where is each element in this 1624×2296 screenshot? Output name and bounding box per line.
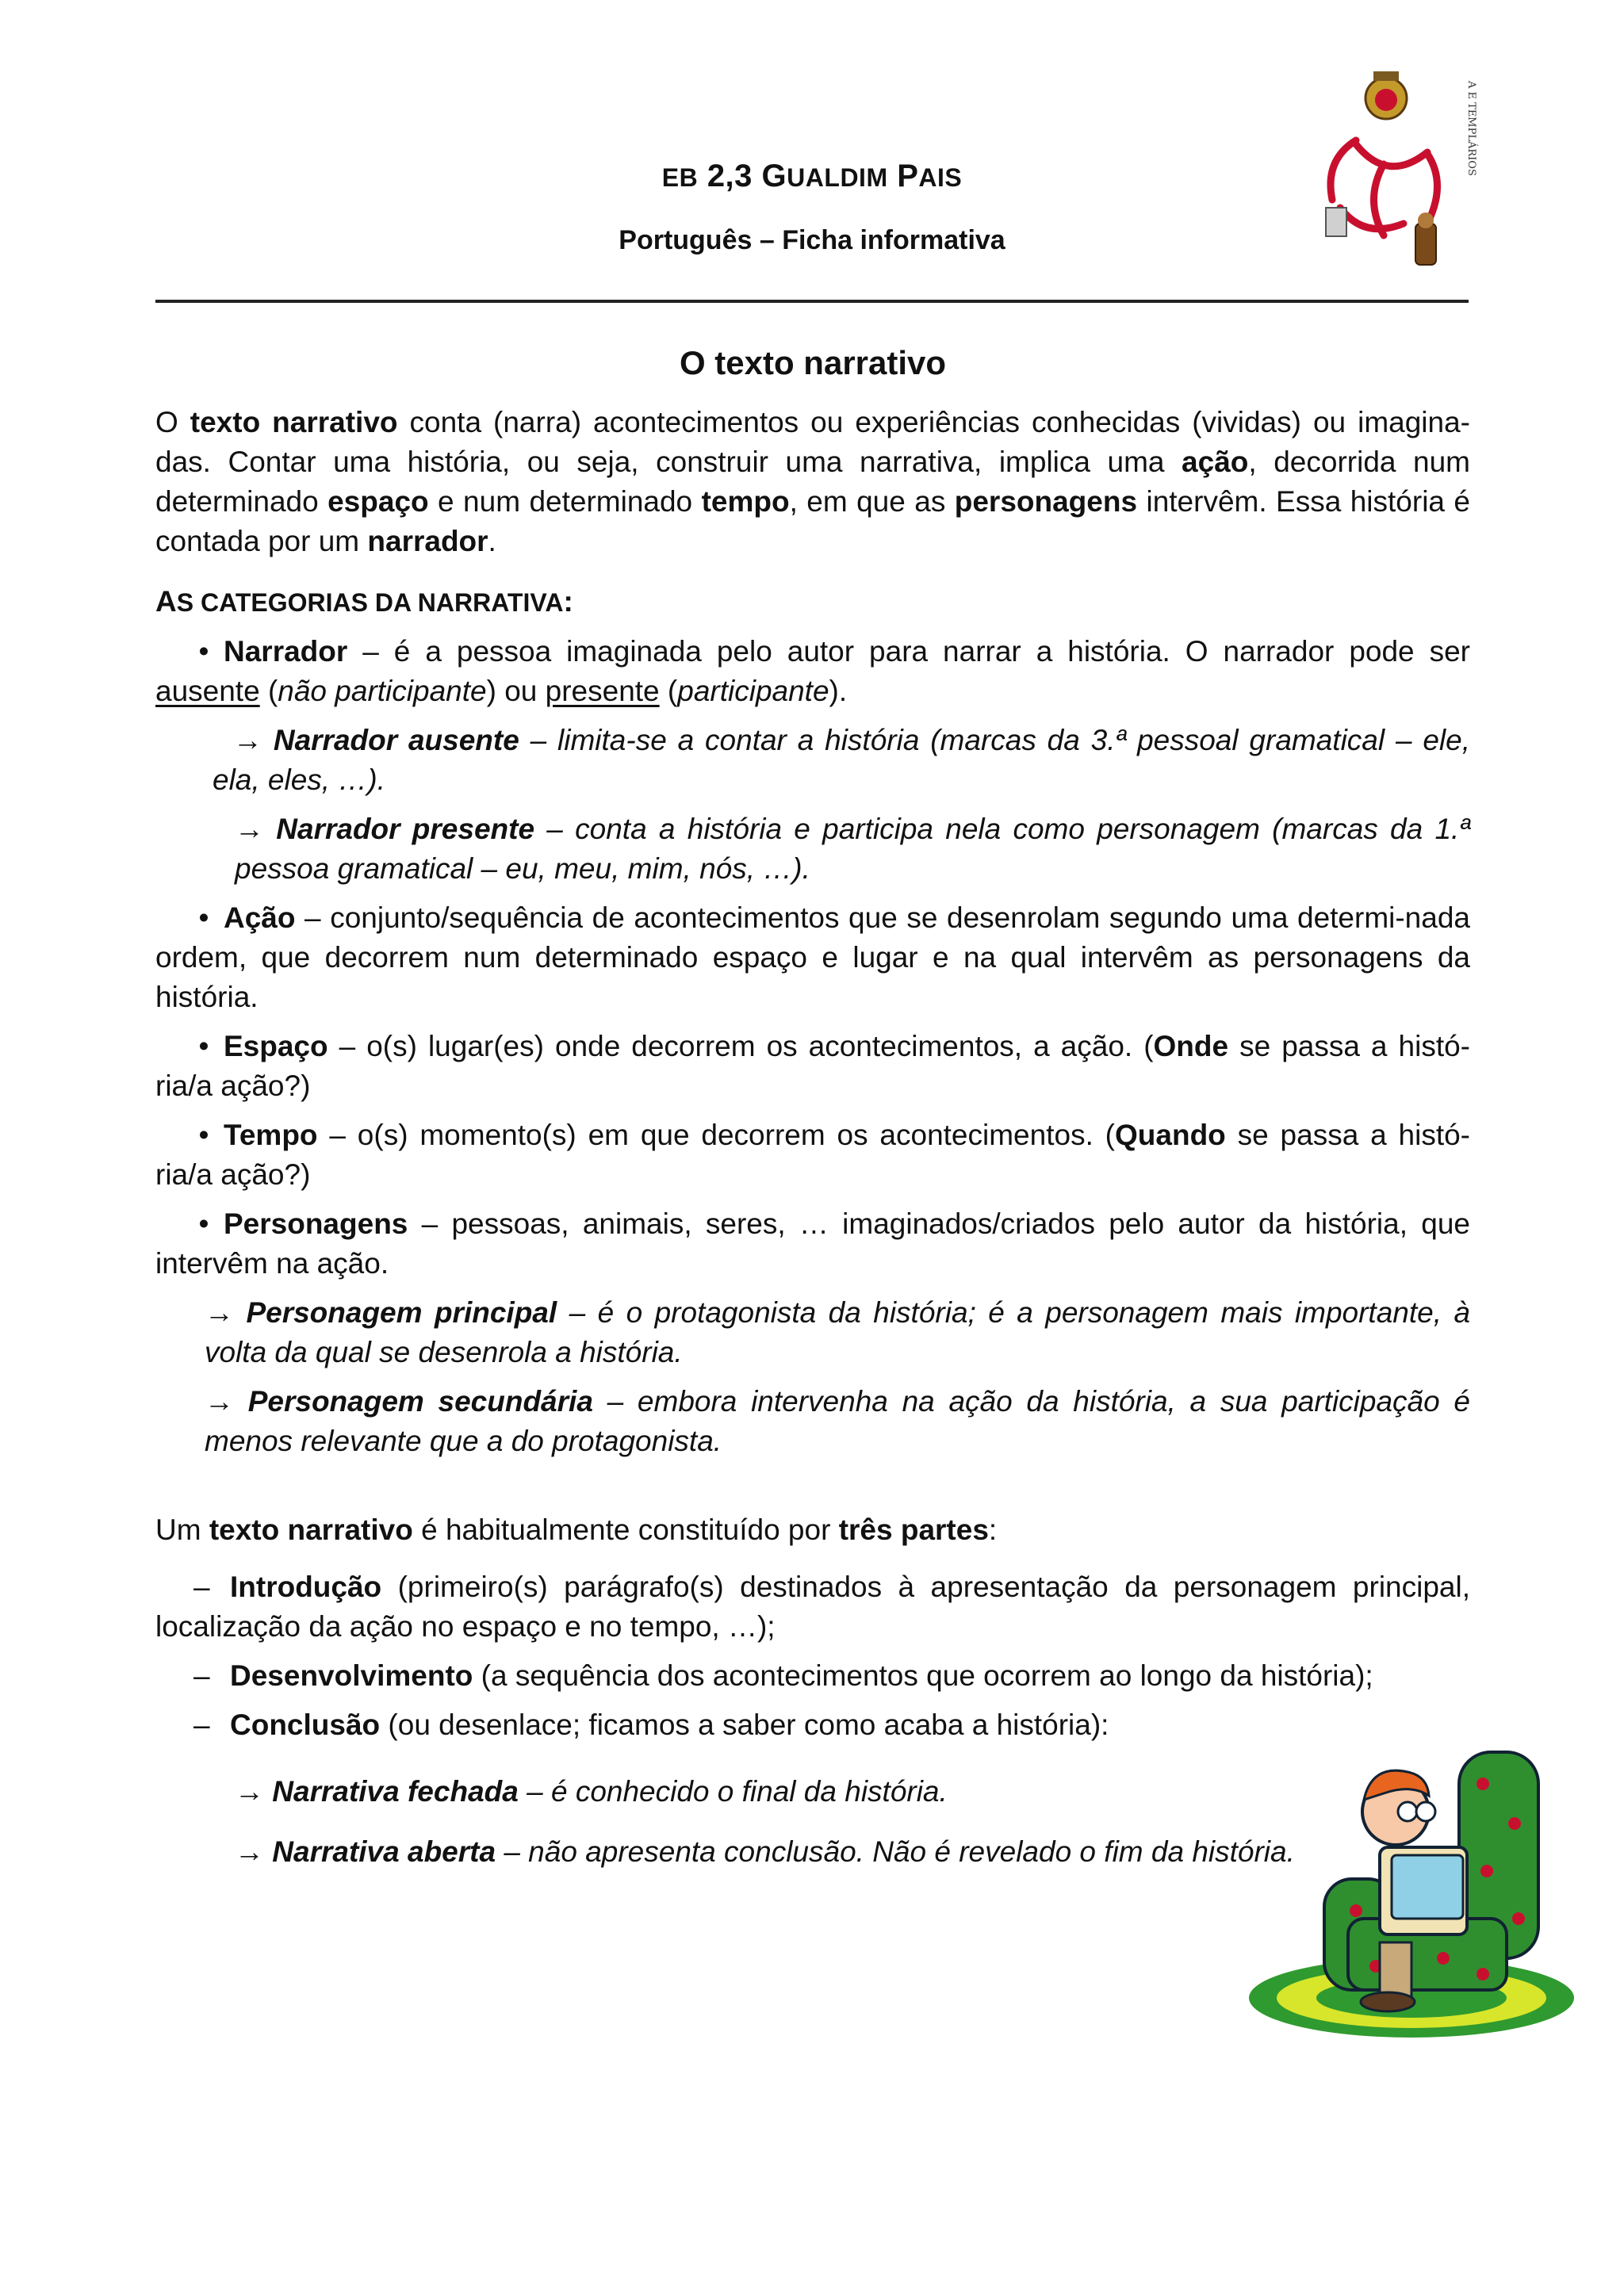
school-number: 2,3 bbox=[707, 159, 753, 193]
list-item-espaco: • Espaço – o(s) lugar(es) onde decorrem os acontecimentos, a ação. (Onde se passa a histó-ria/a ação?) bbox=[155, 1027, 1470, 1106]
sub-item-narrativa-aberta: → Narrativa aberta – não apresenta conclusão. Não é revelado o fim da história. bbox=[235, 1835, 1295, 1868]
arrow-right-icon: → bbox=[235, 1835, 264, 1868]
spacer bbox=[155, 1461, 1470, 1510]
school-ais: AIS bbox=[918, 163, 963, 192]
reader-in-armchair-illustration bbox=[1245, 1736, 1586, 2045]
arrow-right-icon: → bbox=[205, 1296, 234, 1329]
bullet-icon: • bbox=[198, 1207, 209, 1240]
list-item-acao: • Ação – conjunto/sequência de acontecimentos que se desenrolam segundo uma determi-nada ordem, que decorrem num determinado espaço e lugar e na qual intervêm as personagens da história. bbox=[155, 898, 1470, 1017]
section-title: O texto narrativo bbox=[679, 344, 947, 381]
header-divider bbox=[155, 300, 1469, 303]
list-item-personagens: • Personagens – pessoas, animais, seres, … imaginados/criados pelo autor da história, que intervêm na ação. bbox=[155, 1204, 1470, 1284]
intro-paragraph: O texto narrativo conta (narra) acontecimentos ou experiências conhecidas (vividas) ou imagina-das. Contar uma história, ou seja, construir uma narrativa, implica uma ação, decorrida num determinado espaço e num determinado tempo, em que as personagens intervêm. Essa história é contada por um narrador. bbox=[155, 406, 1471, 557]
school-g: G bbox=[761, 159, 787, 193]
list-item-introducao: – Introdução (primeiro(s) parágrafo(s) destinados à apresentação da personagem principal, localização da ação no espaço e no tempo, …); bbox=[155, 1567, 1470, 1647]
bullet-icon: • bbox=[198, 901, 209, 934]
school-ualdim: UALDIM bbox=[787, 163, 888, 192]
school-logo-icon bbox=[1308, 65, 1483, 279]
sub-item-narrador-presente: → Narrador presente – conta a história e participa nela como personagem (marcas da 1.ª pessoa gramatical – eu, meu, mim, nós, …). bbox=[235, 813, 1471, 885]
dash-icon: – bbox=[193, 1709, 210, 1741]
sub-item-personagem-secundaria: → Personagem secundária – embora intervenha na ação da história, a sua participação é menos relevante que a do protagonista. bbox=[205, 1385, 1471, 1457]
list-item-narrador: • Narrador – é a pessoa imaginada pelo autor para narrar a história. O narrador pode ser ausente (não participante) ou presente (participante). bbox=[155, 632, 1470, 711]
arrow-right-icon: → bbox=[235, 1775, 264, 1808]
document-body bbox=[155, 341, 1470, 1872]
dash-icon: – bbox=[193, 1571, 210, 1603]
bullet-icon: • bbox=[198, 1030, 209, 1062]
dash-icon: – bbox=[193, 1659, 210, 1692]
school-p: P bbox=[897, 159, 919, 193]
arrow-right-icon: → bbox=[205, 1385, 234, 1418]
categories-heading: AS CATEGORIAS DA NARRATIVA: bbox=[155, 585, 573, 618]
list-item-desenvolvimento: – Desenvolvimento (a sequência dos acontecimentos que ocorrem ao longo da história); bbox=[155, 1656, 1470, 1696]
sub-item-narrativa-fechada: → Narrativa fechada – é conhecido o final da história. bbox=[235, 1775, 948, 1808]
arrow-right-icon: → bbox=[235, 813, 264, 845]
document-subtitle: Português – Ficha informativa bbox=[619, 225, 1005, 255]
sub-item-personagem-principal: → Personagem principal – é o protagonista da história; é a personagem mais importante, à volta da qual se desenrola a história. bbox=[205, 1296, 1470, 1368]
logo-text: A E TEMPLÁRIOS bbox=[1465, 81, 1477, 176]
bullet-icon: • bbox=[198, 635, 209, 668]
bullet-icon: • bbox=[198, 1119, 209, 1151]
partes-paragraph: Um texto narrativo é habitualmente constituído por três partes: bbox=[155, 1513, 998, 1546]
sub-item-narrador-ausente: → Narrador ausente – limita-se a contar a história (marcas da 3.ª pessoal gramatical – ele, ela, eles, …). bbox=[213, 724, 1471, 796]
list-item-conclusao: – Conclusão (ou desenlace; ficamos a saber como acaba a história): bbox=[155, 1705, 1470, 1745]
arrow-right-icon: → bbox=[233, 724, 262, 756]
school-eb: EB bbox=[661, 163, 699, 192]
list-item-tempo: • Tempo – o(s) momento(s) em que decorrem os acontecimentos. (Quando se passa a histó-ria/a ação?) bbox=[155, 1115, 1470, 1195]
